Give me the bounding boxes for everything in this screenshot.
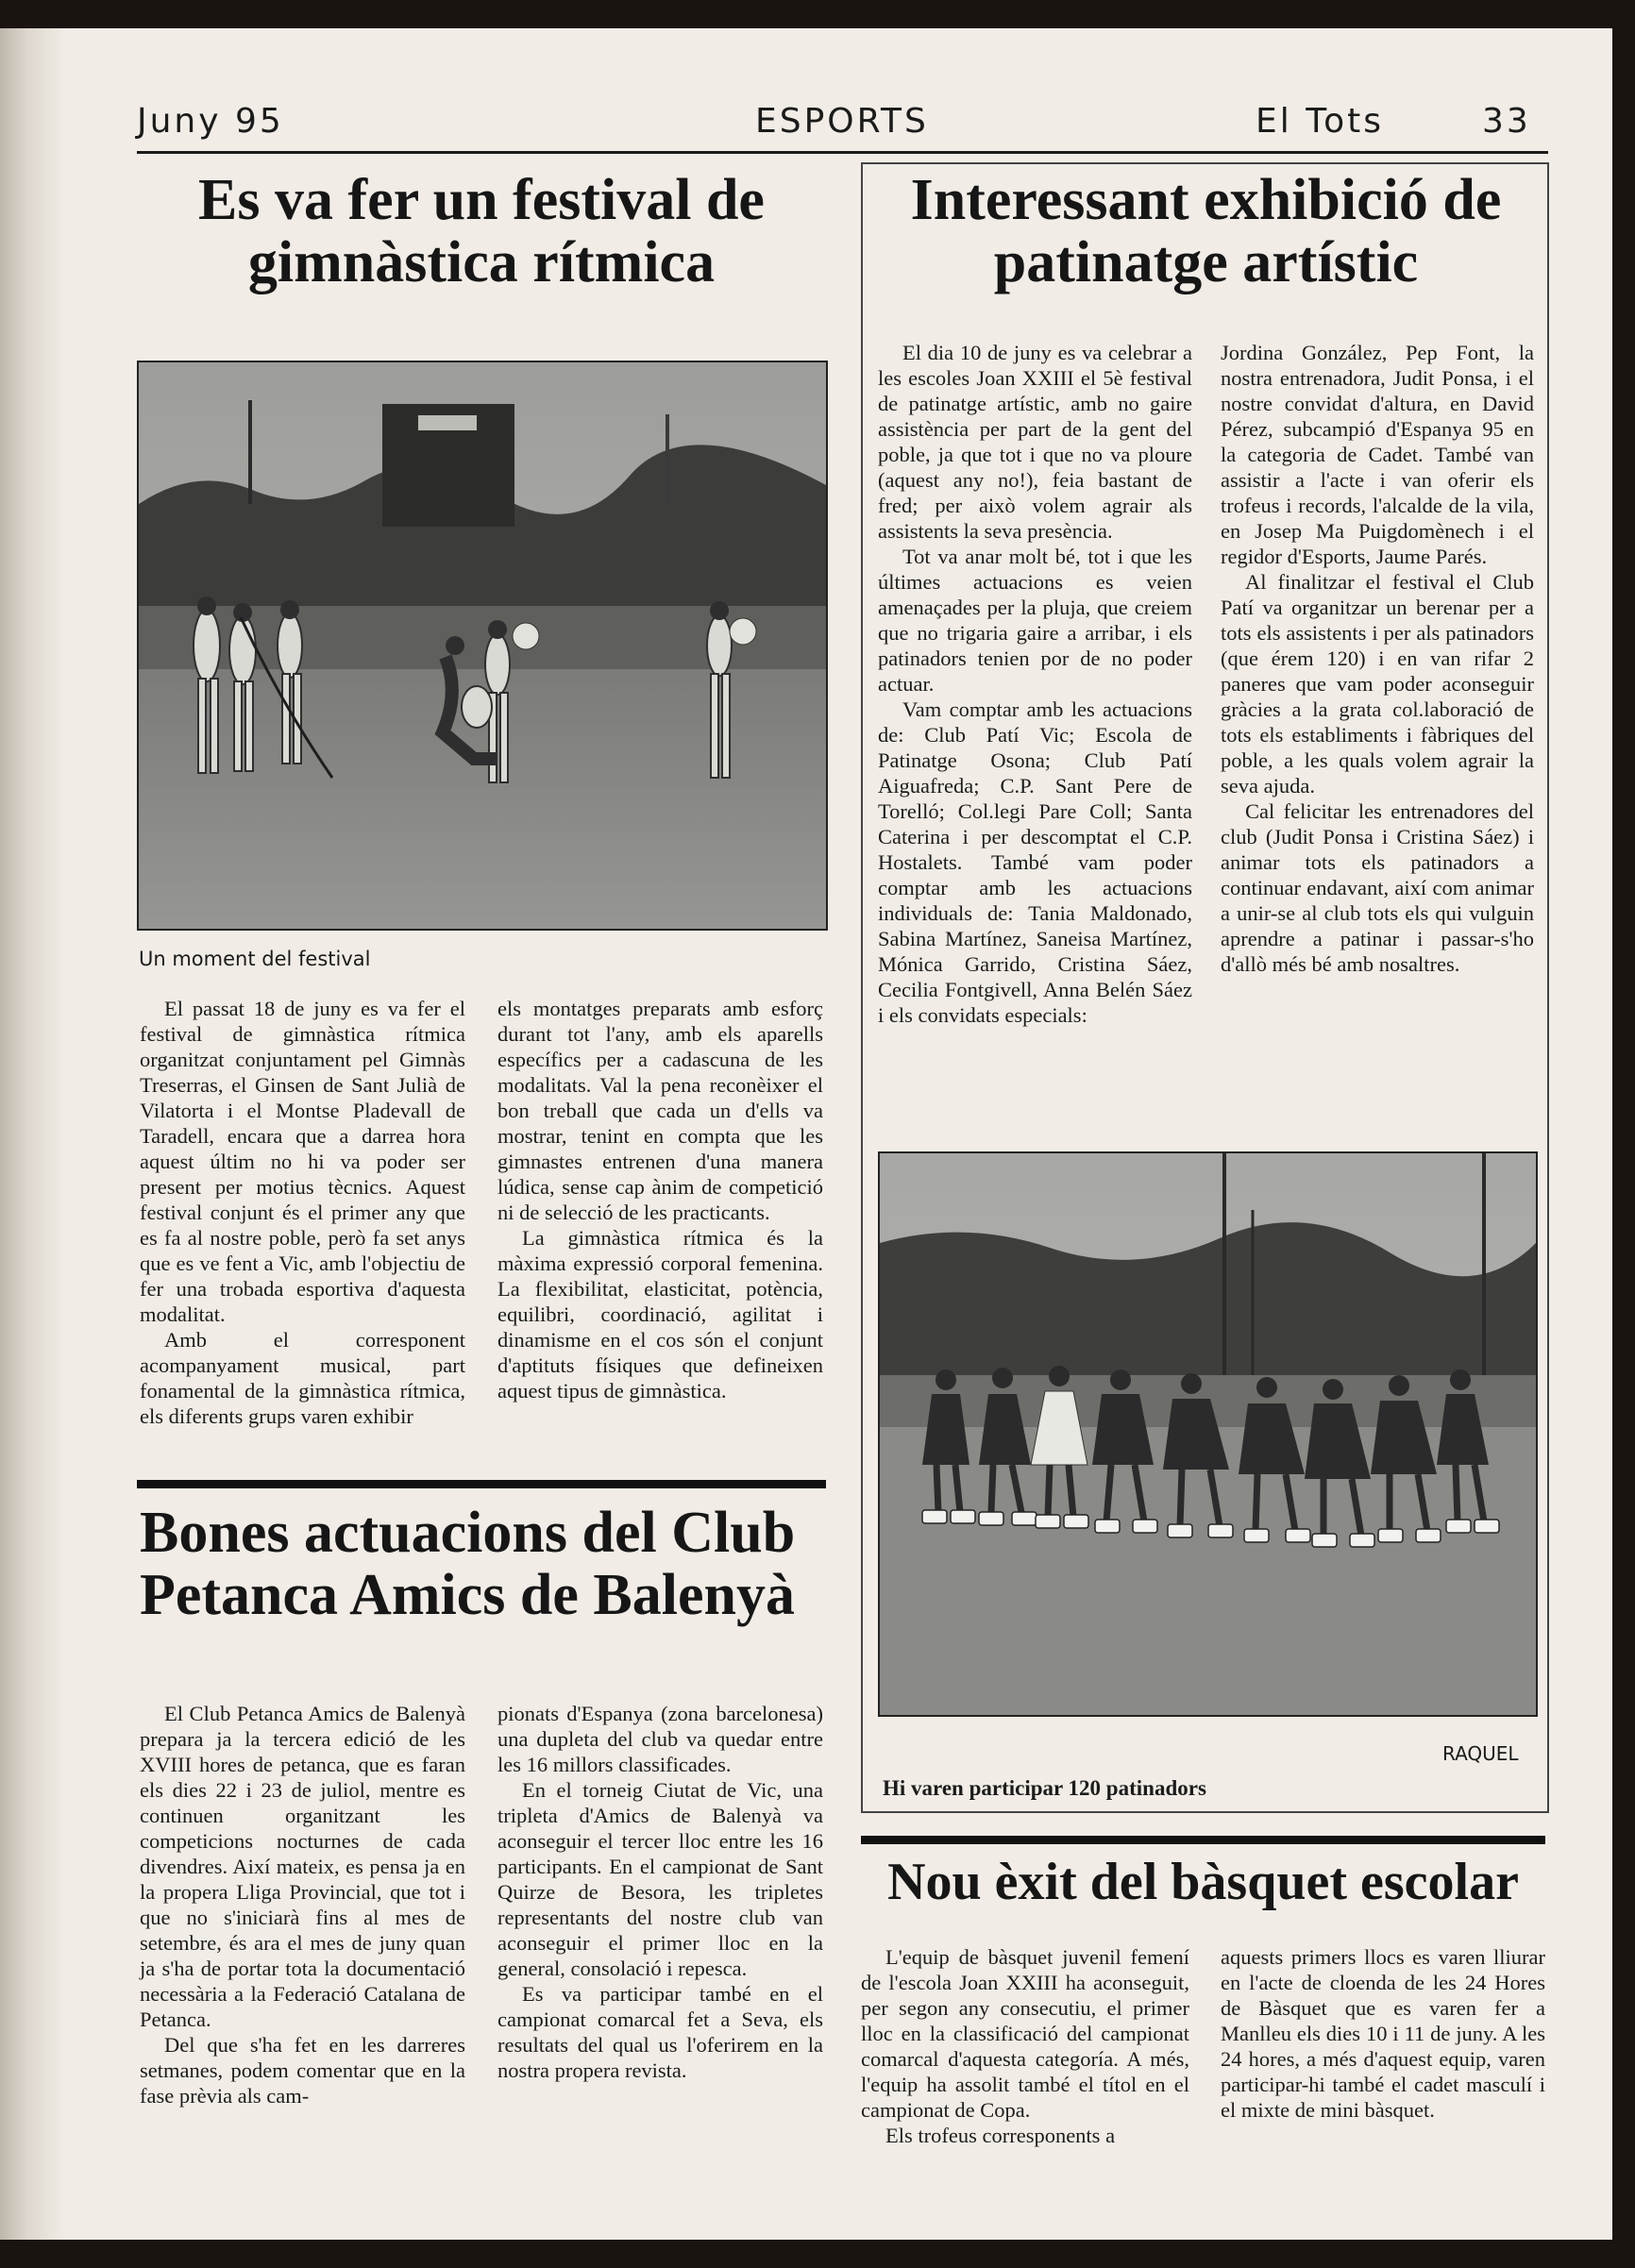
petanca-paragraph: En el torneig Ciutat de Vic, una tripleta d'Amics de Balenyà va aconseguir el tercer lloc entre les 16 participants. En el campionat de Sant Quirze de Besora, les tripletes representants del nostre club van aconseguir el primer lloc en la general, consolació i repesca. bbox=[497, 1778, 823, 1980]
patinatge-photo-caption: Hi varen participar 120 patinadors bbox=[883, 1776, 1206, 1800]
gimnastica-paragraph: Amb el corresponent acompanyament musical, part fonamental de la gimnàstica rítmica, els diferents grups varen exhibir bbox=[140, 1328, 465, 1428]
page-header bbox=[137, 102, 1548, 149]
gimnastica-column-1 bbox=[140, 996, 465, 1429]
basquet-paragraph: Els trofeus corresponents a bbox=[885, 2124, 1116, 2147]
patinatge-paragraph: Cal felicitar les entrenadores del club (Judit Ponsa i Cristina Sáez) i animar tots els patinadors a continuar endavant, així com animar a unir-se al club tots els qui vulguin aprendre a patinar i passar-s'ho d'allò més bé amb nosaltres. bbox=[1221, 799, 1534, 976]
petanca-top-rule bbox=[137, 1480, 826, 1488]
basquet-title: Nou èxit del bàsquet escolar bbox=[887, 1853, 1519, 1911]
gimnastica-column-2 bbox=[497, 996, 823, 1403]
basquet-column-2 bbox=[1221, 1944, 1545, 2123]
patinatge-photo-credit: RAQUEL bbox=[1442, 1742, 1519, 1765]
header-date: Juny 95 bbox=[137, 102, 284, 141]
patinatge-column-1 bbox=[878, 340, 1192, 1028]
page-gutter bbox=[0, 28, 66, 2240]
skaters-scene-image bbox=[880, 1153, 1536, 1715]
header-rule bbox=[137, 151, 1548, 154]
gimnastica-photo-caption: Un moment del festival bbox=[139, 948, 371, 970]
patinatge-column-2 bbox=[1221, 340, 1534, 977]
patinatge-paragraph: Jordina González, Pep Font, la nostra entrenadora, Judit Ponsa, i el nostre convidat d'altura, en David Pérez, subcampió d'Espanya 95 en la categoria de Cadet. També van assistir a l'acte i van oferir els trofeus i records, l'alcalde de la vila, en Josep Ma Puigdomènech i el regidor d'Esports, Jaume Parés. bbox=[1221, 341, 1534, 568]
magazine-page bbox=[0, 28, 1612, 2240]
petanca-paragraph: Es va participar també en el campionat comarcal fet a Seva, els resultats del qual us l'oferirem en la nostra propera revista. bbox=[497, 1982, 823, 2082]
petanca-column-2 bbox=[497, 1701, 823, 2083]
gymnastics-scene-image bbox=[139, 362, 826, 929]
petanca-paragraph: Del que s'ha fet en les darreres setmanes, podem comentar que en la fase prèvia als cam- bbox=[140, 2033, 465, 2108]
basquet-paragraph: L'equip de bàsquet juvenil femení de l'escola Joan XXIII ha aconseguit, per segon any consecutiu, el primer lloc en la classificació del campionat comarcal d'aquesta categoría. A més, l'equip ha assolit també el títol en el campionat de Copa. bbox=[861, 1945, 1189, 2122]
gimnastica-title: Es va fer un festival de gimnàstica rítmica bbox=[198, 168, 765, 294]
header-page-number: 33 bbox=[1482, 102, 1531, 141]
basquet-paragraph: aquests primers llocs es varen lliurar en l'acte de cloenda de les 24 Hores de Bàsquet que es varen fer a Manlleu els dies 10 i 11 de juny. A les 24 hores, a més d'aquest equip, varen participar-hi també el cadet masculí i el mixte de mini bàsquet. bbox=[1221, 1945, 1545, 2122]
patinatge-paragraph: Tot va anar molt bé, tot i que les últimes actuacions es veien amenaçades per la pluja, que creiem que no trigaria gaire a arribar, i els patinadors tenien por de no poder actuar. bbox=[878, 545, 1192, 696]
patinatge-paragraph: Al finalitzar el festival el Club Patí va organitzar un berenar per a tots els assistents i per als patinadors (que érem 120) i en van rifar 2 paneres que vam poder aconseguir gràcies a la grata col.laboració de tots els establiments i fàbriques del poble, a les quals volem agrair la seva ajuda. bbox=[1221, 570, 1534, 798]
patinatge-photo bbox=[878, 1151, 1538, 1717]
header-magazine: El Tots bbox=[1256, 102, 1384, 141]
patinatge-paragraph: Vam comptar amb les actuacions de: Club Patí Vic; Escola de Patinatge Osona; Club Patí Aiguafreda; C.P. Sant Pere de Torelló; Col.legi Pare Coll; Santa Caterina i per descomptat el C.P. Hostalets. També vam poder comptar amb les actuacions individuals de: Tania Maldonado, Sabina Martínez, Saneisa Martínez, Mónica Garrido, Cristina Sáez, Cecilia Fontgivell, Anna Belén Sáez i els convidats especials: bbox=[878, 697, 1192, 1027]
petanca-paragraph: pionats d'Espanya (zona barcelonesa) una dupleta del club va quedar entre les 16 millors classificades. bbox=[497, 1702, 823, 1776]
patinatge-paragraph: El dia 10 de juny es va celebrar a les escoles Joan XXIII el 5è festival de patinatge artístic, amb no gaire assistència per part de la gent del poble, ja que tot i que no va ploure (aquest any no!), feia bastant de fred; per això volem agrair als assistents la seva presència. bbox=[878, 341, 1192, 543]
gimnastica-photo bbox=[137, 361, 828, 931]
petanca-title: Bones actuacions del Club Petanca Amics de Balenyà bbox=[140, 1501, 796, 1627]
basquet-top-rule bbox=[861, 1836, 1545, 1844]
petanca-paragraph: El Club Petanca Amics de Balenyà prepara ja la tercera edició de les XVIII hores de petanca, que es faran els dies 22 i 23 de juliol, mentre es continuen organitzant les competicions nocturnes de cada divendres. Així mateix, es pensa ja en la propera Lliga Provincial, que tot i que no s'iniciarà fins al mes de setembre, és ara el mes de juny quan ja s'ha de portar tota la documentació necessària a la Federació Catalana de Petanca. bbox=[140, 1702, 465, 2031]
petanca-column-1 bbox=[140, 1701, 465, 2108]
basquet-column-1 bbox=[861, 1944, 1189, 2148]
patinatge-title: Interessant exhibició de patinatge artístic bbox=[910, 168, 1502, 294]
gimnastica-paragraph: El passat 18 de juny es va fer el festival de gimnàstica rítmica organitzat conjuntament pel Gimnàs Treserras, el Ginsen de Sant Julià de Vilatorta i el Montse Pladevall de Taradell, encara que a darrea hora aquest últim no hi va poder ser present per motius tècnics. Aquest festival conjunt és el primer any que es fa al nostre poble, però fa set anys que es ve fent a Vic, amb l'objectiu de fer una trobada esportiva d'aquesta modalitat. bbox=[140, 997, 465, 1326]
header-section: ESPORTS bbox=[755, 102, 929, 141]
gimnastica-paragraph: els montatges preparats amb esforç durant tot l'any, amb els aparells específics per a cadascuna de les modalitats. Val la pena reconèixer el bon treball que cada un d'ells va mostrar, tenint en compta que les gimnastes entrenen d'una manera lúdica, sense cap ànim de competició ni de selecció de les practicants. bbox=[497, 997, 823, 1224]
gimnastica-paragraph: La gimnàstica rítmica és la màxima expressió corporal femenina. La flexibilitat, elasticitat, potència, equilibri, coordinació, agilitat i dinamisme en el cos són el conjunt d'aptituts físiques que defineixen aquest tipus de gimnàstica. bbox=[497, 1226, 823, 1403]
